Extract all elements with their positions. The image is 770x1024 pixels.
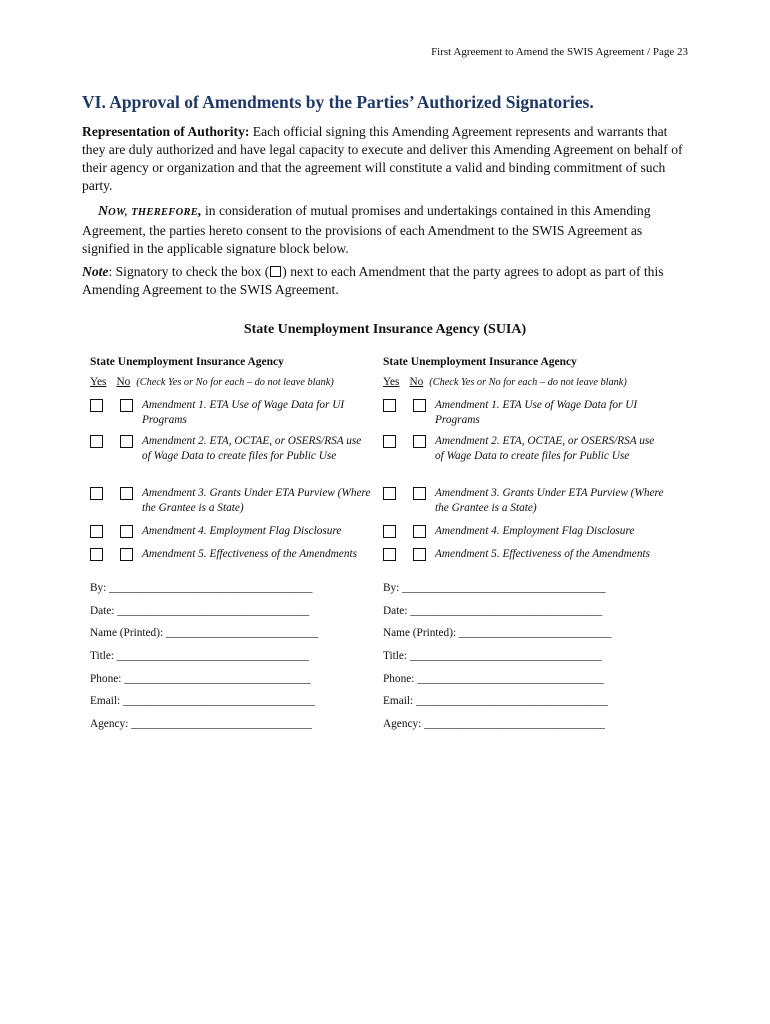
email-field[interactable]: Email: __________________________________ (383, 695, 608, 708)
amendment-4-no-checkbox[interactable] (413, 525, 426, 538)
no-header: No (409, 376, 424, 388)
column-heading: State Unemployment Insurance Agency (383, 356, 577, 368)
email-field[interactable]: Email: __________________________________ (90, 695, 315, 708)
amendment-1-row (90, 398, 372, 434)
amendment-2-label: Amendment 2. ETA, OCTAE, or OSERS/RSA use of Wage Data to create files for Public Use (435, 435, 655, 462)
amendment-2-row (90, 434, 372, 486)
amendment-5-label: Amendment 5. Effectiveness of the Amendments (435, 548, 650, 560)
amendment-1-no-checkbox[interactable] (120, 399, 133, 412)
amendment-4-row (90, 524, 372, 547)
now-rest: OW, (108, 207, 128, 218)
amendment-5-no-checkbox[interactable] (413, 548, 426, 561)
phone-field[interactable]: Phone: _________________________________ (383, 672, 604, 685)
note-text-after: ) next to each Amendment that the party agrees to adopt as part of this Amending Agreement to the SWIS Agreement. (82, 264, 664, 297)
amendment-3-row (383, 486, 665, 524)
amendment-5-no-checkbox[interactable] (120, 548, 133, 561)
name-printed-field[interactable]: Name (Printed): ___________________________ (90, 627, 319, 640)
section-title: VI. Approval of Amendments by the Parties’ Authorized Signatories. (82, 92, 594, 112)
representation-label: Representation of Authority: (82, 124, 250, 139)
representation-text: Each official signing this Amending Agreement represents and warrants that they are duly authorized and have legal capacity to execute and deliver this Amending Agreement on behalf of their agency or organization and that the agreement will constitute a valid and binding commitment of such party. (82, 124, 683, 193)
now-therefore-paragraph (82, 202, 688, 258)
note-paragraph (82, 263, 688, 299)
title-field[interactable]: Title: __________________________________ (90, 650, 309, 663)
therefore-comma: , (198, 204, 202, 219)
by-field[interactable]: By: ____________________________________ (383, 582, 606, 594)
amendment-4-label: Amendment 4. Employment Flag Disclosure (142, 525, 342, 537)
amendment-3-yes-checkbox[interactable] (383, 487, 396, 500)
amendment-5-yes-checkbox[interactable] (383, 548, 396, 561)
amendment-2-label: Amendment 2. ETA, OCTAE, or OSERS/RSA use of Wage Data to create files for Public Use (142, 435, 362, 462)
signature-block-right (383, 356, 665, 741)
amendment-2-row (383, 434, 665, 486)
agency-field[interactable]: Agency: ________________________________ (383, 718, 605, 731)
amendment-3-yes-checkbox[interactable] (90, 487, 103, 500)
yes-header: Yes (90, 376, 107, 388)
amendment-1-row (383, 398, 665, 434)
check-hint: (Check Yes or No for each – do not leave blank) (136, 377, 334, 388)
running-header: First Agreement to Amend the SWIS Agreement / Page 23 (431, 46, 688, 58)
suia-title: State Unemployment Insurance Agency (SUIA) (243, 322, 527, 337)
signature-block-left (90, 356, 372, 741)
amendment-3-no-checkbox[interactable] (413, 487, 426, 500)
date-field[interactable]: Date: __________________________________ (383, 604, 603, 617)
now-initial: N (98, 204, 109, 219)
amendment-3-label: Amendment 3. Grants Under ETA Purview (Where the Grantee is a State) (435, 487, 664, 514)
amendment-4-row (383, 524, 665, 547)
amendment-4-label: Amendment 4. Employment Flag Disclosure (435, 525, 635, 537)
amendment-5-row (383, 547, 665, 582)
amendment-4-no-checkbox[interactable] (120, 525, 133, 538)
amendment-2-no-checkbox[interactable] (120, 435, 133, 448)
amendment-3-no-checkbox[interactable] (120, 487, 133, 500)
amendment-1-label: Amendment 1. ETA Use of Wage Data for UI Programs (142, 399, 345, 426)
column-heading: State Unemployment Insurance Agency (90, 356, 284, 368)
amendment-4-yes-checkbox[interactable] (383, 525, 396, 538)
amendment-1-yes-checkbox[interactable] (90, 399, 103, 412)
now-therefore-text: in consideration of mutual promises and undertakings contained in this Amending Agreement, the parties hereto consent to the provisions of each Amendment to the SWIS Agreement as signified in the applicable signature block below. (82, 203, 651, 256)
therefore-word: THEREFORE (131, 207, 199, 218)
date-field[interactable]: Date: __________________________________ (90, 604, 310, 617)
amendment-2-yes-checkbox[interactable] (90, 435, 103, 448)
phone-field[interactable]: Phone: _________________________________ (90, 672, 311, 685)
amendment-1-label: Amendment 1. ETA Use of Wage Data for UI Programs (435, 399, 638, 426)
amendment-3-row (90, 486, 372, 524)
yes-no-header (383, 376, 665, 398)
check-hint: (Check Yes or No for each – do not leave blank) (429, 377, 627, 388)
amendment-1-no-checkbox[interactable] (413, 399, 426, 412)
amendment-2-no-checkbox[interactable] (413, 435, 426, 448)
yes-no-header (90, 376, 372, 398)
title-field[interactable]: Title: __________________________________ (383, 650, 602, 663)
amendment-5-label: Amendment 5. Effectiveness of the Amendments (142, 548, 357, 560)
amendment-1-yes-checkbox[interactable] (383, 399, 396, 412)
amendment-3-label: Amendment 3. Grants Under ETA Purview (Where the Grantee is a State) (142, 487, 371, 514)
by-field[interactable]: By: ____________________________________ (90, 582, 313, 594)
amendment-4-yes-checkbox[interactable] (90, 525, 103, 538)
note-label: Note (82, 264, 109, 279)
amendment-5-yes-checkbox[interactable] (90, 548, 103, 561)
no-header: No (116, 376, 131, 388)
checkbox-glyph-icon (270, 266, 281, 277)
agency-field[interactable]: Agency: ________________________________ (90, 718, 312, 731)
amendment-5-row (90, 547, 372, 582)
representation-paragraph (82, 123, 688, 195)
yes-header: Yes (383, 376, 400, 388)
name-printed-field[interactable]: Name (Printed): ___________________________ (383, 627, 612, 640)
amendment-2-yes-checkbox[interactable] (383, 435, 396, 448)
note-text-before: : Signatory to check the box ( (108, 264, 270, 279)
